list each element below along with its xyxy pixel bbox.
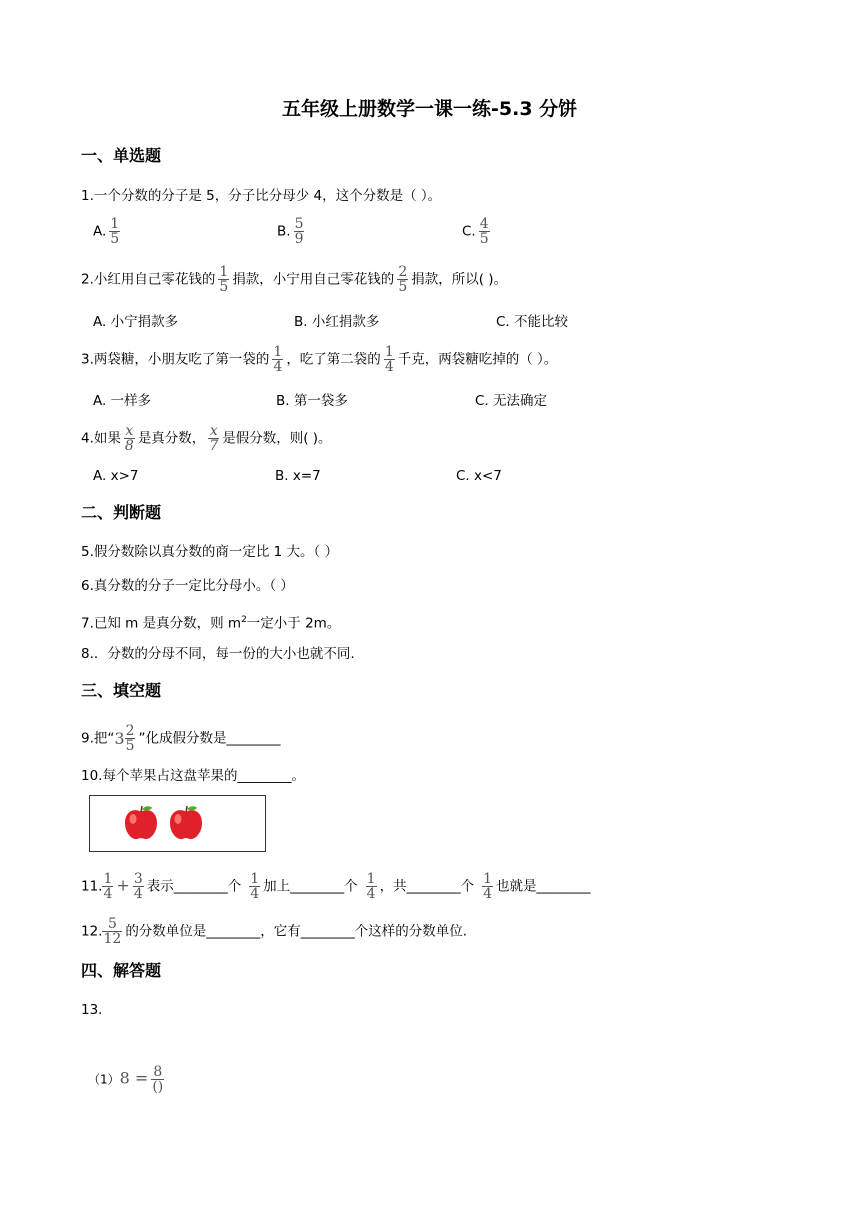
question-text: 一定小于 2m。	[246, 615, 341, 632]
question-text: 7.已知 m 是真分数，则 m	[81, 615, 242, 632]
part-label: （1）	[88, 1072, 120, 1087]
question-text: 的分数单位是________，它有________个这样的分数单位.	[125, 923, 468, 940]
fraction-numerator: 4	[479, 216, 489, 232]
question-text: 捐款，所以( )。	[411, 271, 508, 288]
question-text: 9.把“	[81, 730, 115, 747]
fraction-denominator: 5	[125, 738, 135, 754]
apple-icon	[167, 805, 205, 841]
fraction-numerator: 1	[483, 871, 492, 887]
fraction-numerator: 1	[273, 344, 283, 360]
fraction	[218, 265, 229, 294]
question-text: 3.两袋糖，小朋友吃了第一袋的	[81, 351, 270, 368]
fraction-numerator: 1	[103, 871, 113, 887]
q3-option-c: C. 无法确定	[475, 393, 548, 409]
question-text: 12.	[81, 923, 103, 940]
superscript: 2	[241, 615, 247, 625]
question-6: 6.真分数的分子一定比分母小。（ ）	[81, 578, 294, 594]
fraction-numerator: x	[209, 423, 218, 439]
fraction-numerator: 2	[398, 264, 408, 280]
question-8: 8.．分数的分母不同，每一份的大小也就不同.	[81, 646, 355, 662]
section-heading-solve: 四、解答题	[81, 961, 162, 980]
fraction-numerator: 5	[107, 916, 117, 932]
fraction	[384, 345, 395, 374]
fraction-numerator: 1	[110, 216, 120, 232]
fraction-denominator: 4	[250, 886, 260, 902]
fraction-numerator: 5	[294, 216, 304, 232]
plus-sign: +	[116, 875, 130, 895]
fraction	[479, 217, 490, 246]
question-text: 是假分数，则( )。	[222, 430, 332, 447]
fraction-numerator: 8	[153, 1064, 163, 1080]
fraction	[124, 424, 135, 453]
fraction-denominator: 5	[219, 279, 229, 295]
option-label: A.	[93, 223, 107, 240]
question-12	[81, 917, 467, 946]
mixed-whole: 3	[114, 728, 125, 748]
question-4	[81, 424, 332, 453]
q2-option-a: A. 小宁捐款多	[93, 314, 179, 330]
fraction	[102, 917, 122, 946]
section-heading-true-false: 二、判断题	[81, 503, 162, 522]
question-text: 是真分数，	[137, 430, 206, 447]
option-label: C.	[462, 223, 476, 240]
section-heading-fill-blank: 三、填空题	[81, 681, 162, 700]
q4-option-c: C. x<7	[456, 468, 502, 484]
q2-option-c: C. 不能比较	[496, 314, 569, 330]
q1-option-a	[93, 217, 123, 246]
fraction	[294, 217, 305, 246]
question-text: 11.	[81, 878, 103, 895]
fraction-denominator: 4	[483, 886, 492, 902]
fraction	[366, 872, 377, 901]
q1-option-b	[277, 217, 307, 246]
question-10: 10.每个苹果占这盘苹果的________。	[81, 768, 305, 784]
fraction-denominator: 4	[273, 359, 283, 375]
q3-option-a: A. 一样多	[93, 393, 152, 409]
option-label: B.	[277, 223, 291, 240]
section-heading-single-choice: 一、单选题	[81, 146, 162, 165]
fraction-denominator: 7	[209, 438, 219, 454]
apple-picture	[89, 795, 266, 852]
question-text: 千克，两袋糖吃掉的（ ）。	[397, 351, 558, 368]
question-1: 1.一个分数的分子是 5，分子比分母少 4，这个分数是（ ）。	[81, 188, 442, 204]
question-3	[81, 345, 557, 374]
question-text: 4.如果	[81, 430, 121, 447]
fraction-numerator: x	[125, 423, 134, 439]
fraction-numerator: 2	[125, 723, 135, 739]
question-11	[81, 872, 591, 901]
fraction	[102, 872, 113, 901]
question-text: ，吃了第二袋的	[286, 351, 381, 368]
fraction	[133, 872, 144, 901]
fraction-numerator: 1	[366, 871, 376, 887]
q4-option-a: A. x>7	[93, 468, 139, 484]
equation: 8 =	[119, 1068, 149, 1088]
q3-option-b: B. 第一袋多	[276, 393, 348, 409]
fraction	[397, 265, 408, 294]
question-text: 表示________个	[146, 878, 242, 895]
question-7	[81, 610, 340, 634]
question-5: 5.假分数除以真分数的商一定比 1 大。（ ）	[81, 544, 339, 560]
fraction	[109, 217, 120, 246]
fraction-denominator: 8	[124, 438, 134, 454]
fraction-denominator: 5	[479, 231, 489, 247]
fraction	[151, 1065, 164, 1094]
question-text: 也就是________	[496, 878, 591, 895]
fraction-denominator: 12	[103, 931, 122, 947]
fraction-numerator: 3	[133, 871, 143, 887]
fraction-denominator: 4	[133, 886, 143, 902]
question-text: ，共________个	[379, 878, 475, 895]
question-text: 2.小红用自己零花钱的	[81, 271, 216, 288]
question-13-part-1	[88, 1065, 167, 1094]
fraction-denominator: ()	[152, 1079, 164, 1095]
question-13: 13.	[81, 1002, 103, 1018]
fraction	[208, 424, 219, 453]
fraction-numerator: 1	[219, 264, 229, 280]
q4-option-b: B. x=7	[275, 468, 321, 484]
fraction-denominator: 5	[398, 279, 408, 295]
fraction	[249, 872, 260, 901]
apple-icon	[122, 805, 160, 841]
page-title: 五年级上册数学一课一练-5.3 分饼	[282, 98, 578, 120]
q2-option-b: B. 小红捐款多	[294, 314, 380, 330]
fraction-denominator: 9	[294, 231, 304, 247]
fraction-denominator: 4	[366, 886, 376, 902]
fraction-denominator: 5	[110, 231, 120, 247]
question-text: 捐款，小宁用自己零花钱的	[232, 271, 395, 288]
question-text: 加上________个	[263, 878, 358, 895]
fraction-numerator: 1	[250, 871, 260, 887]
question-2	[81, 265, 507, 294]
fraction-numerator: 1	[384, 344, 394, 360]
question-9	[81, 724, 280, 753]
fraction	[482, 872, 493, 901]
fraction-denominator: 4	[103, 886, 113, 902]
q1-option-c	[462, 217, 493, 246]
fraction	[272, 345, 283, 374]
question-text: ”化成假分数是________	[138, 730, 281, 747]
fraction	[125, 724, 136, 753]
fraction-denominator: 4	[384, 359, 394, 375]
